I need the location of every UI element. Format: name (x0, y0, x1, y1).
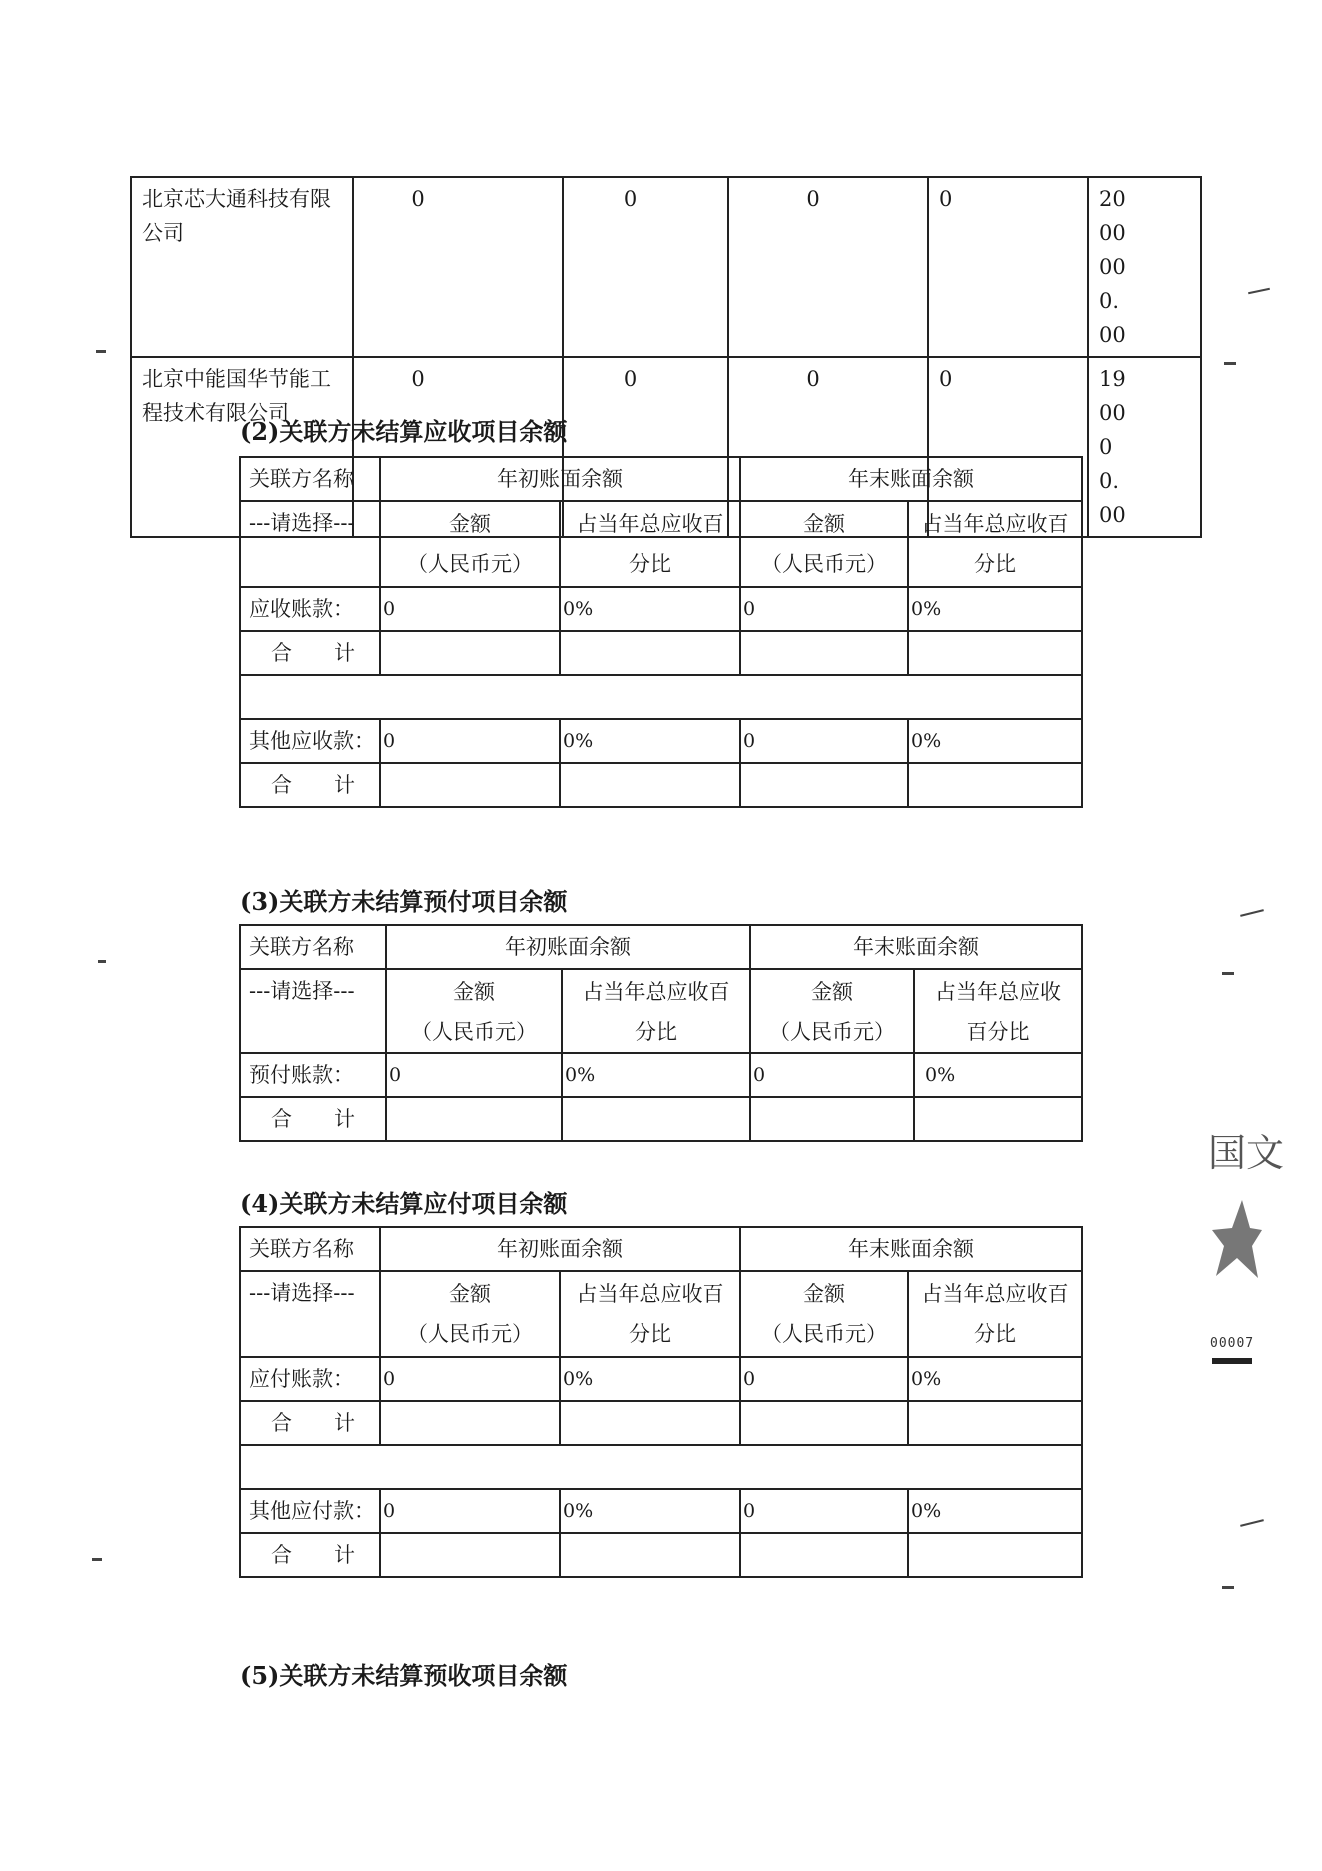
percent-cell: 0% (908, 587, 1082, 631)
percent-cell: 0% (560, 587, 740, 631)
header-closing-balance: 年末账面余额 (740, 457, 1082, 501)
table-row (240, 1533, 1082, 1577)
section-title-advances: (5)关联方未结算预收项目余额 (240, 1661, 568, 1690)
select-dropdown[interactable]: ---请选择--- (240, 501, 380, 587)
section-title-payables: (4)关联方未结算应付项目余额 (240, 1189, 568, 1218)
header-percent: 占当年总应收百 分比 (562, 969, 750, 1053)
total-label: 合 计 (240, 1401, 380, 1445)
header-amount: 金额 （人民币元） (386, 969, 562, 1053)
scan-mark (1222, 1586, 1234, 1589)
header-closing-balance: 年末账面余额 (740, 1227, 1082, 1271)
value-cell: 0 (353, 177, 563, 357)
row-label: 应付账款： (240, 1357, 380, 1401)
amount-cell: 0 (740, 719, 908, 763)
value-cell: 0 (563, 177, 728, 357)
percent-cell: 0% (908, 1489, 1082, 1533)
amount-cell: 0 (740, 587, 908, 631)
select-dropdown[interactable]: ---请选择--- (240, 969, 386, 1053)
stamp-fragment: 国文 (1208, 1131, 1285, 1175)
section-title-receivables: (2)关联方未结算应收项目余额 (240, 417, 568, 446)
header-amount: 金额 （人民币元） (380, 1271, 560, 1357)
scan-mark (1240, 1519, 1264, 1527)
company-name: 北京芯大通科技有限公司 (131, 177, 353, 357)
value-cell: 0 (563, 357, 728, 537)
total-label: 合 计 (240, 1097, 386, 1141)
row-label: 应收账款： (240, 587, 380, 631)
stamp-bar (1212, 1358, 1252, 1364)
percent-cell: 0% (560, 1357, 740, 1401)
amount-cell: 0 (380, 1489, 560, 1533)
amount-cell: 0 (380, 1357, 560, 1401)
amount-cell: 0 (380, 719, 560, 763)
receivables-balance-table (239, 456, 1083, 808)
header-opening-balance: 年初账面余额 (380, 1227, 740, 1271)
value-cell: 190000.00 (1088, 357, 1201, 537)
company-name: 北京中能国华节能工程技术有限公司 (131, 357, 353, 537)
table-row (131, 177, 1201, 357)
spacer-row (240, 1445, 1082, 1489)
section-title-prepayments: (3)关联方未结算预付项目余额 (240, 887, 568, 916)
value-cell: 0 (928, 357, 1088, 537)
amount-cell: 0 (386, 1053, 562, 1097)
percent-cell: 0% (914, 1053, 1082, 1097)
table-row (240, 587, 1082, 631)
header-amount: 金额 （人民币元） (740, 1271, 908, 1357)
amount-cell: 0 (740, 1489, 908, 1533)
table-row (240, 1053, 1082, 1097)
amount-cell: 0 (380, 587, 560, 631)
header-percent: 占当年总应收 百分比 (914, 969, 1082, 1053)
scan-mark (1240, 909, 1264, 917)
select-dropdown[interactable]: ---请选择--- (240, 1271, 380, 1357)
scan-mark (92, 1558, 102, 1561)
row-label: 其他应付款： (240, 1489, 380, 1533)
prepayments-balance-table (239, 924, 1083, 1142)
row-label: 其他应收款： (240, 719, 380, 763)
scan-mark (1224, 362, 1236, 365)
header-related-party-name: 关联方名称 (240, 1227, 380, 1271)
amount-cell: 0 (740, 1357, 908, 1401)
payables-balance-table (239, 1226, 1083, 1578)
header-percent: 占当年总应收百 分比 (908, 501, 1082, 587)
table-row (240, 763, 1082, 807)
scan-mark (98, 960, 106, 963)
percent-cell: 0% (908, 719, 1082, 763)
percent-cell: 0% (562, 1053, 750, 1097)
value-cell: 0 (728, 357, 928, 537)
header-closing-balance: 年末账面余额 (750, 925, 1082, 969)
row-label: 预付账款： (240, 1053, 386, 1097)
spacer-row (240, 675, 1082, 719)
value-cell: 2000000.00 (1088, 177, 1201, 357)
stamp-number: 00007 (1210, 1336, 1255, 1351)
amount-cell: 0 (750, 1053, 914, 1097)
scan-mark (1248, 288, 1270, 295)
header-percent: 占当年总应收百 分比 (560, 1271, 740, 1357)
star-icon (1212, 1200, 1262, 1280)
total-label: 合 计 (240, 631, 380, 675)
table-row (240, 1097, 1082, 1141)
total-label: 合 计 (240, 1533, 380, 1577)
header-percent: 占当年总应收百 分比 (908, 1271, 1082, 1357)
table-row (240, 1489, 1082, 1533)
table-row (240, 1357, 1082, 1401)
header-related-party-name: 关联方名称 (240, 457, 380, 501)
value-cell: 0 (728, 177, 928, 357)
header-related-party-name: 关联方名称 (240, 925, 386, 969)
percent-cell: 0% (908, 1357, 1082, 1401)
header-percent: 占当年总应收百 分比 (560, 501, 740, 587)
header-amount: 金额 （人民币元） (380, 501, 560, 587)
table-row (240, 1401, 1082, 1445)
total-label: 合 计 (240, 763, 380, 807)
percent-cell: 0% (560, 719, 740, 763)
percent-cell: 0% (560, 1489, 740, 1533)
table-row (240, 631, 1082, 675)
value-cell: 0 (353, 357, 563, 537)
header-amount: 金额 （人民币元） (740, 501, 908, 587)
value-cell: 0 (928, 177, 1088, 357)
header-opening-balance: 年初账面余额 (380, 457, 740, 501)
header-opening-balance: 年初账面余额 (386, 925, 750, 969)
scan-mark (96, 350, 106, 353)
scan-mark (1222, 972, 1234, 975)
header-amount: 金额 （人民币元） (750, 969, 914, 1053)
table-row (240, 719, 1082, 763)
